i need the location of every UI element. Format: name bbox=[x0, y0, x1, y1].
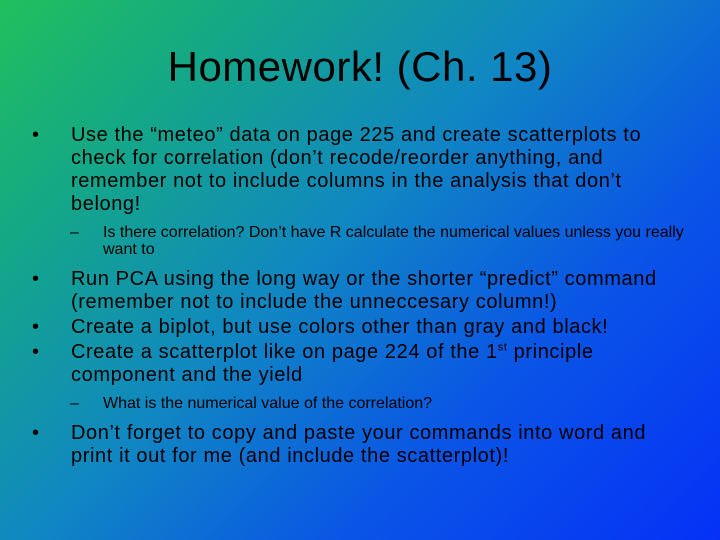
subbullet-correlation-value bbox=[32, 395, 692, 412]
subbullet-marker: – bbox=[70, 395, 79, 412]
bullet-text: Create a biplot, but use colors other than gray and black! bbox=[71, 316, 609, 338]
bullet-marker: • bbox=[32, 341, 40, 363]
bullet-run-pca bbox=[32, 268, 692, 314]
bullet-marker: • bbox=[32, 422, 40, 444]
ordinal-superscript: st bbox=[497, 341, 508, 354]
subbullet-marker: – bbox=[70, 224, 79, 241]
subbullet-correlation-question bbox=[32, 224, 692, 258]
bullet-marker: • bbox=[32, 316, 40, 338]
bullet-text-before: Create a scatterplot like on page 224 of the 1 bbox=[71, 341, 498, 363]
bullet-create-scatterplot bbox=[32, 341, 692, 387]
bullet-text: Run PCA using the long way or the shorter “predict” command (remember not to include the unneccesary column!) bbox=[71, 268, 657, 313]
bullet-marker: • bbox=[32, 268, 40, 290]
subbullet-text: What is the numerical value of the correlation? bbox=[103, 395, 433, 412]
bullet-copy-commands bbox=[32, 422, 692, 468]
bullet-text: Use the “meteo” data on page 225 and create scatterplots to check for correlation (don’t recode/reorder anything, and remember not to include columns in the analysis that don’t belong! bbox=[71, 124, 642, 215]
slide-content bbox=[32, 124, 692, 470]
bullet-meteo-data bbox=[32, 124, 692, 216]
bullet-create-biplot bbox=[32, 316, 692, 339]
bullet-text-after: principle component and the yield bbox=[71, 341, 594, 386]
bullet-text: Don’t forget to copy and paste your commands into word and print it out for me (and include the scatterplot)! bbox=[71, 422, 647, 467]
slide-title: Homework! (Ch. 13) bbox=[167, 43, 553, 90]
bullet-marker: • bbox=[32, 124, 40, 146]
subbullet-text: Is there correlation? Don’t have R calculate the numerical values unless you really want to bbox=[103, 224, 684, 258]
